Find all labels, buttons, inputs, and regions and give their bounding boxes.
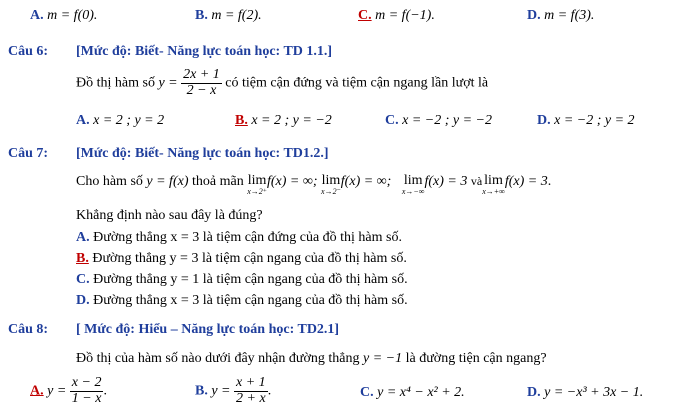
option-label: C. <box>76 272 90 287</box>
q8-option-d <box>527 385 643 401</box>
q8-stem <box>76 351 547 367</box>
q5-option-b <box>195 8 262 24</box>
punct: . <box>267 383 272 399</box>
option-text: Đường thẳng x = 3 là tiệm cận đứng của đồ thị hàm số. <box>93 230 402 245</box>
lim-subscript: x→+∞ <box>482 187 505 196</box>
fraction-numerator: x − 2 <box>71 375 102 390</box>
option-label: D. <box>537 113 551 128</box>
option-text: x = −2 ; y = 2 <box>554 113 635 128</box>
fraction <box>234 376 268 406</box>
math-lhs: y = <box>47 383 67 399</box>
option-text: y = −x³ + 3x − 1. <box>544 385 644 400</box>
q6-option-c <box>385 113 492 129</box>
question-number: Câu 7: <box>8 146 49 161</box>
option-label: C. <box>360 385 374 400</box>
lim-subscript: x→2⁺ <box>247 187 267 196</box>
option-label-correct: B. <box>235 113 248 128</box>
option-label: B. <box>195 8 208 23</box>
q6-option-a <box>76 113 164 129</box>
option-label: D. <box>76 293 90 308</box>
lim-word: lim <box>247 173 267 188</box>
math-func: y = f(x) <box>146 174 189 189</box>
option-label: A. <box>76 113 90 128</box>
punct: . <box>547 174 552 189</box>
stem-text: có tiệm cận đứng và tiệm cận ngang lần lượt là <box>225 75 489 91</box>
option-text: m = f(3). <box>544 8 595 23</box>
fraction-denominator: 2 − x <box>186 82 217 98</box>
q5-option-c <box>358 8 435 24</box>
option-text: y = x⁴ − x² + 2. <box>377 385 465 400</box>
option-text: m = f(2). <box>211 8 262 23</box>
lim-expr: f(x) = ∞; <box>340 174 392 189</box>
lim-word: lim <box>484 173 503 188</box>
fraction-numerator: x + 1 <box>236 375 266 390</box>
option-label-correct: B. <box>76 251 89 266</box>
stem-text: Cho hàm số <box>76 174 143 189</box>
option-text: m = f(0). <box>47 8 98 23</box>
stem-text: Đồ thị hàm số <box>76 75 155 91</box>
math-lhs: y = <box>158 75 178 91</box>
math-lhs: y = <box>211 383 231 399</box>
option-label: B. <box>195 383 208 399</box>
lim-word: lim <box>403 173 423 188</box>
question-tag: [Mức độ: Biết- Năng lực toán học: TD1.2.] <box>76 146 329 161</box>
q7-option-c <box>76 272 408 288</box>
q8-option-a <box>30 376 107 406</box>
q6-stem <box>76 68 488 98</box>
conjunction: và <box>470 174 483 188</box>
option-text: m = f(−1). <box>375 8 435 23</box>
lim-expr: f(x) = 3 <box>424 174 468 189</box>
option-label: C. <box>385 113 399 128</box>
q7-question: Khẳng định nào sau đây là đúng? <box>76 208 263 223</box>
option-text: x = −2 ; y = −2 <box>402 113 493 128</box>
option-text: Đường thẳng y = 3 là tiệm cận ngang của đồ thị hàm số. <box>92 251 407 266</box>
question-number: Câu 8: <box>8 322 49 337</box>
question-tag: [Mức độ: Biết- Năng lực toán học: TD 1.1.] <box>76 44 333 59</box>
option-text: x = 2 ; y = −2 <box>251 113 332 128</box>
option-label-correct: A. <box>30 383 44 399</box>
fraction <box>181 68 222 98</box>
option-label: D. <box>527 385 541 400</box>
lim-word: lim <box>321 173 341 188</box>
q8-option-c <box>360 385 465 401</box>
math-line: y = −1 <box>363 351 403 366</box>
stem-text: là đường tiện cận ngang? <box>405 351 547 366</box>
option-label: A. <box>30 8 44 23</box>
q7-option-a <box>76 230 402 246</box>
stem-text: thoả mãn <box>191 174 244 189</box>
q5-option-d <box>527 8 594 24</box>
q7-stem <box>76 174 551 196</box>
option-text: x = 2 ; y = 2 <box>93 113 165 128</box>
lim-expr: f(x) = ∞; <box>266 174 318 189</box>
q7-option-b <box>76 251 407 267</box>
question-number: Câu 6: <box>8 44 49 59</box>
limit-3 <box>402 174 425 196</box>
stem-text: Đồ thị của hàm số nào dưới đây nhận đường thẳng <box>76 351 360 366</box>
option-text: Đường thẳng y = 1 là tiệm cận ngang của đồ thị hàm số. <box>93 272 408 287</box>
fraction <box>70 376 104 406</box>
lim-subscript: x→2⁻ <box>321 187 341 196</box>
option-label: D. <box>527 8 541 23</box>
option-label-correct: C. <box>358 8 372 23</box>
limit-1 <box>247 174 267 196</box>
option-text: Đường thẳng x = 3 là tiệm cận ngang của đồ thị hàm số. <box>93 293 408 308</box>
option-label: A. <box>76 230 90 245</box>
limit-2 <box>321 174 341 196</box>
fraction-denominator: 2 + x <box>236 390 266 406</box>
q6-option-b <box>235 113 332 129</box>
lim-expr: f(x) = 3 <box>504 174 548 189</box>
fraction-numerator: 2x + 1 <box>183 67 220 82</box>
fraction-denominator: 1 − x <box>71 390 102 406</box>
q5-option-a <box>30 8 97 24</box>
q8-option-b <box>195 376 271 406</box>
lim-subscript: x→−∞ <box>401 187 425 196</box>
q7-option-d <box>76 293 408 309</box>
limit-4 <box>482 174 505 196</box>
punct: . <box>103 383 107 399</box>
q6-option-d <box>537 113 635 129</box>
question-tag: [ Mức độ: Hiểu – Năng lực toán học: TD2.1] <box>76 322 340 337</box>
